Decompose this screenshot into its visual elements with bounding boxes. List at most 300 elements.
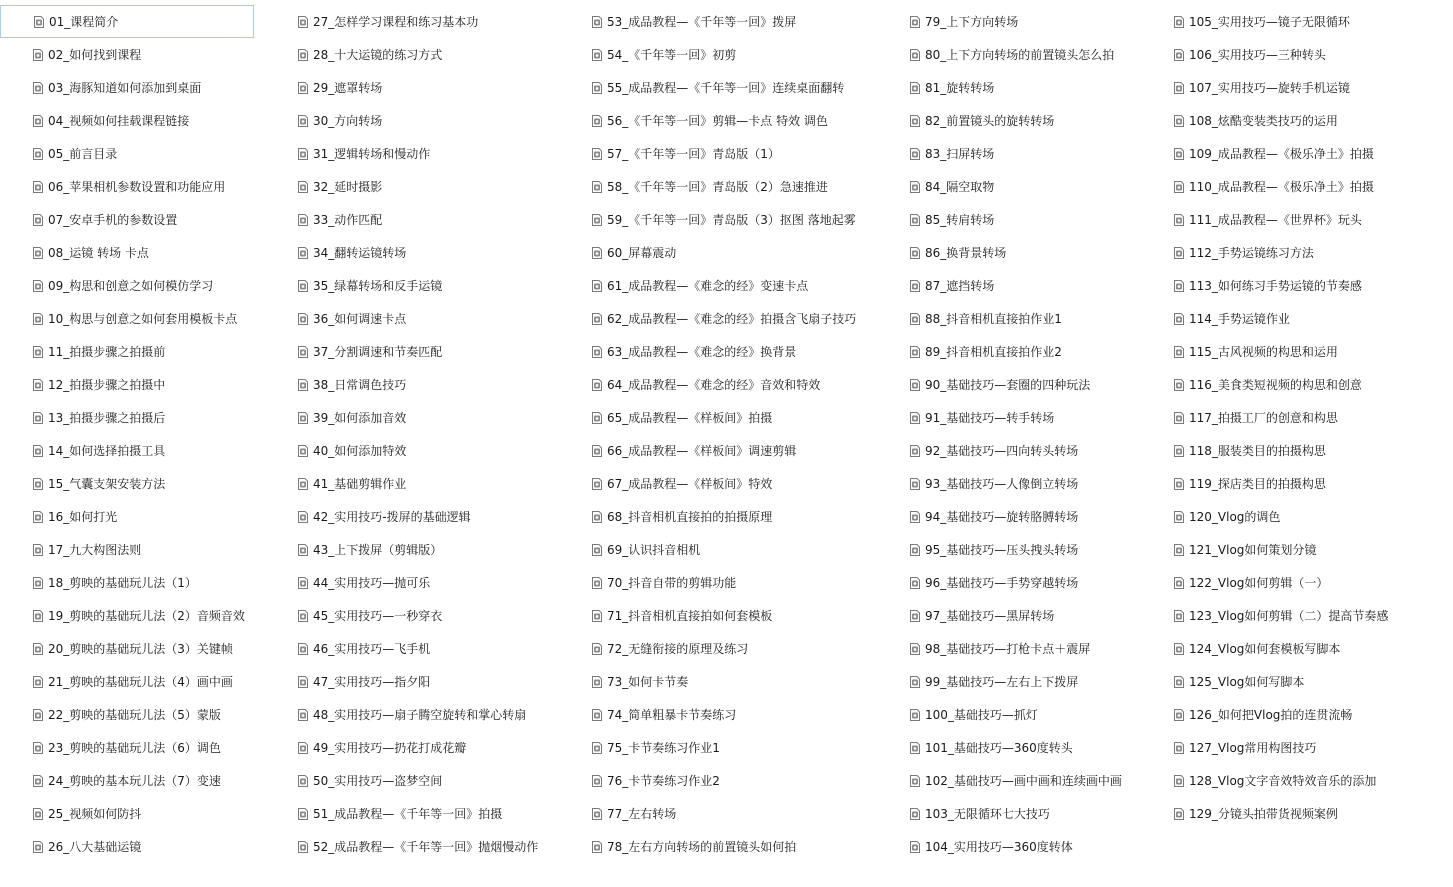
file-item[interactable] [33, 203, 254, 236]
file-name-label: 111_成品教程—《世界杯》玩头 [1189, 212, 1362, 227]
file-name-label: 08_运镜 转场 卡点 [48, 245, 149, 260]
file-name-label: 24_剪映的基本玩儿法（7）变速 [48, 773, 221, 788]
file-item[interactable] [298, 335, 538, 368]
file-item[interactable] [910, 434, 1122, 467]
video-file-icon [33, 313, 43, 325]
file-item[interactable] [33, 797, 254, 830]
video-file-icon [592, 346, 602, 358]
file-item[interactable] [1174, 170, 1388, 203]
file-name-label: 114_手势运镜作业 [1189, 311, 1290, 326]
file-item[interactable] [592, 830, 856, 863]
video-file-icon [1174, 808, 1184, 820]
video-file-icon [33, 346, 43, 358]
video-file-icon [1174, 214, 1184, 226]
file-item[interactable] [298, 665, 538, 698]
video-file-icon [592, 775, 602, 787]
file-name-label: 115_古风视频的构思和运用 [1189, 344, 1338, 359]
file-name-label: 120_Vlog的调色 [1189, 509, 1281, 524]
file-item[interactable] [592, 533, 856, 566]
file-item[interactable] [298, 599, 538, 632]
file-item[interactable] [298, 467, 538, 500]
video-file-icon [33, 412, 43, 424]
file-item[interactable] [910, 203, 1122, 236]
file-item[interactable] [298, 170, 538, 203]
video-file-icon [33, 577, 43, 589]
video-file-icon [33, 610, 43, 622]
file-name-label: 125_Vlog如何写脚本 [1189, 674, 1305, 689]
file-item[interactable] [33, 698, 254, 731]
file-name-label: 25_视频如何防抖 [48, 806, 142, 821]
file-item[interactable] [33, 500, 254, 533]
video-file-icon [298, 412, 308, 424]
file-item[interactable] [1174, 797, 1388, 830]
file-column [298, 5, 538, 863]
file-item[interactable] [33, 335, 254, 368]
file-item[interactable] [910, 368, 1122, 401]
file-item[interactable] [33, 302, 254, 335]
file-name-label: 85_转肩转场 [925, 212, 995, 227]
video-file-icon [910, 544, 920, 556]
file-item[interactable] [33, 71, 254, 104]
file-item[interactable] [592, 797, 856, 830]
file-item[interactable] [298, 566, 538, 599]
file-name-label: 99_基础技巧—左右上下拨屏 [925, 674, 1079, 689]
file-item[interactable] [33, 764, 254, 797]
file-name-label: 45_实用技巧—一秒穿衣 [313, 608, 443, 623]
video-file-icon [298, 346, 308, 358]
file-item[interactable] [1174, 599, 1388, 632]
file-item[interactable] [910, 38, 1122, 71]
file-item[interactable] [1174, 731, 1388, 764]
file-item[interactable] [298, 797, 538, 830]
file-item[interactable] [298, 764, 538, 797]
file-item[interactable] [298, 632, 538, 665]
video-file-icon [592, 544, 602, 556]
file-name-label: 60_屏幕震动 [607, 245, 677, 260]
video-file-icon [298, 511, 308, 523]
file-name-label: 109_成品教程—《极乐净土》拍摄 [1189, 146, 1374, 161]
video-file-icon [1174, 181, 1184, 193]
video-file-icon [33, 148, 43, 160]
file-name-label: 65_成品教程—《样板间》拍摄 [607, 410, 773, 425]
file-item[interactable] [910, 533, 1122, 566]
video-file-icon [33, 247, 43, 259]
file-item[interactable] [298, 368, 538, 401]
file-item[interactable] [298, 533, 538, 566]
video-file-icon [910, 478, 920, 490]
video-file-icon [1174, 610, 1184, 622]
file-item[interactable] [592, 269, 856, 302]
file-name-label: 17_九大构图法则 [48, 542, 142, 557]
file-item[interactable] [910, 599, 1122, 632]
file-item[interactable] [33, 236, 254, 269]
file-name-label: 54_《千年等一回》初剪 [607, 47, 737, 62]
video-file-icon [1174, 775, 1184, 787]
file-name-label: 03_海豚知道如何添加到桌面 [48, 80, 202, 95]
video-file-icon [1174, 544, 1184, 556]
video-file-icon [1174, 412, 1184, 424]
file-item[interactable] [298, 401, 538, 434]
file-item[interactable] [33, 830, 254, 863]
video-file-icon [910, 412, 920, 424]
file-item[interactable] [33, 566, 254, 599]
file-item[interactable] [910, 698, 1122, 731]
file-name-label: 67_成品教程—《样板间》特效 [607, 476, 773, 491]
file-name-label: 94_基础技巧—旋转胳膊转场 [925, 509, 1079, 524]
file-item[interactable] [298, 137, 538, 170]
video-file-icon [1174, 577, 1184, 589]
file-item[interactable] [1174, 533, 1388, 566]
video-file-icon [33, 643, 43, 655]
file-item[interactable] [910, 302, 1122, 335]
video-file-icon [298, 379, 308, 391]
video-file-icon [1174, 280, 1184, 292]
video-file-icon [910, 280, 920, 292]
file-item[interactable] [298, 830, 538, 863]
video-file-icon [592, 115, 602, 127]
file-name-label: 55_成品教程—《千年等一回》连续桌面翻转 [607, 80, 845, 95]
video-file-icon [910, 841, 920, 853]
file-name-label: 79_上下方向转场 [925, 14, 1019, 29]
file-item[interactable] [592, 698, 856, 731]
file-name-label: 93_基础技巧—人像倒立转场 [925, 476, 1079, 491]
file-item[interactable] [910, 500, 1122, 533]
file-name-label: 107_实用技巧—旋转手机运镜 [1189, 80, 1350, 95]
file-name-label: 33_动作匹配 [313, 212, 383, 227]
file-item[interactable] [592, 401, 856, 434]
file-name-label: 116_美食类短视频的构思和创意 [1189, 377, 1362, 392]
video-file-icon [910, 610, 920, 622]
video-file-icon [33, 775, 43, 787]
file-item[interactable] [592, 566, 856, 599]
file-name-label: 28_十大运镜的练习方式 [313, 47, 443, 62]
file-item[interactable] [910, 335, 1122, 368]
video-file-icon [1174, 82, 1184, 94]
video-file-icon [910, 445, 920, 457]
video-file-icon [298, 181, 308, 193]
video-file-icon [592, 742, 602, 754]
file-item[interactable] [1174, 401, 1388, 434]
file-name-label: 53_成品教程—《千年等一回》拨屏 [607, 14, 797, 29]
video-file-icon [592, 808, 602, 820]
file-item[interactable] [298, 5, 538, 38]
video-file-icon [298, 742, 308, 754]
file-name-label: 91_基础技巧—转手转场 [925, 410, 1055, 425]
video-file-icon [298, 610, 308, 622]
file-item[interactable] [910, 665, 1122, 698]
file-item[interactable] [1174, 434, 1388, 467]
file-item[interactable] [592, 302, 856, 335]
file-name-label: 98_基础技巧—打枪卡点＋震屏 [925, 641, 1091, 656]
file-name-label: 96_基础技巧—手势穿越转场 [925, 575, 1079, 590]
file-item[interactable] [592, 5, 856, 38]
file-name-label: 113_如何练习手势运镜的节奏感 [1189, 278, 1362, 293]
video-file-icon [298, 115, 308, 127]
video-file-icon [592, 148, 602, 160]
file-name-label: 11_拍摄步骤之拍摄前 [48, 344, 166, 359]
video-file-icon [298, 808, 308, 820]
file-item[interactable] [910, 104, 1122, 137]
file-item[interactable] [1174, 38, 1388, 71]
video-file-icon [33, 49, 43, 61]
video-file-icon [910, 214, 920, 226]
file-name-label: 69_认识抖音相机 [607, 542, 701, 557]
file-name-label: 102_基础技巧—画中画和连续画中画 [925, 773, 1122, 788]
file-item[interactable] [33, 731, 254, 764]
file-item[interactable] [1174, 71, 1388, 104]
file-name-label: 39_如何添加音效 [313, 410, 407, 425]
file-name-label: 52_成品教程—《千年等一回》抛烟慢动作 [313, 839, 539, 854]
video-file-icon [910, 115, 920, 127]
file-name-label: 71_抖音相机直接拍如何套模板 [607, 608, 773, 623]
file-item[interactable] [910, 137, 1122, 170]
file-item[interactable] [910, 170, 1122, 203]
file-name-label: 108_炫酷变装类技巧的运用 [1189, 113, 1338, 128]
file-item[interactable] [592, 368, 856, 401]
video-file-icon [592, 478, 602, 490]
file-item[interactable] [592, 599, 856, 632]
file-item[interactable] [592, 236, 856, 269]
file-name-label: 31_逻辑转场和慢动作 [313, 146, 431, 161]
file-item[interactable] [910, 71, 1122, 104]
file-item[interactable] [1174, 104, 1388, 137]
video-file-icon [592, 709, 602, 721]
file-column [910, 5, 1122, 863]
video-file-icon [910, 247, 920, 259]
file-item[interactable] [298, 203, 538, 236]
file-item[interactable] [592, 71, 856, 104]
file-name-label: 04_视频如何挂载课程链接 [48, 113, 190, 128]
file-name-label: 36_如何调速卡点 [313, 311, 407, 326]
file-item[interactable] [1174, 467, 1388, 500]
file-name-label: 92_基础技巧—四向转头转场 [925, 443, 1079, 458]
file-item[interactable] [592, 104, 856, 137]
file-name-label: 41_基础剪辑作业 [313, 476, 407, 491]
file-name-label: 10_构思与创意之如何套用模板卡点 [48, 311, 238, 326]
video-file-icon [298, 676, 308, 688]
file-item[interactable] [592, 335, 856, 368]
file-item[interactable] [298, 434, 538, 467]
file-name-label: 06_苹果相机参数设置和功能应用 [48, 179, 226, 194]
file-item[interactable] [592, 38, 856, 71]
video-file-icon [910, 676, 920, 688]
video-file-icon [910, 577, 920, 589]
file-name-label: 35_绿幕转场和反手运镜 [313, 278, 443, 293]
file-item[interactable] [910, 467, 1122, 500]
video-file-icon [33, 808, 43, 820]
file-item[interactable] [910, 764, 1122, 797]
file-name-label: 128_Vlog文字音效特效音乐的添加 [1189, 773, 1377, 788]
file-name-label: 84_隔空取物 [925, 179, 995, 194]
file-item[interactable] [592, 731, 856, 764]
file-item[interactable] [1174, 335, 1388, 368]
video-file-icon [33, 742, 43, 754]
file-item[interactable] [298, 38, 538, 71]
file-item[interactable] [592, 170, 856, 203]
video-file-icon [910, 808, 920, 820]
video-file-icon [298, 775, 308, 787]
file-name-label: 104_实用技巧—360度转体 [925, 839, 1073, 854]
file-item[interactable] [1174, 632, 1388, 665]
video-file-icon [1174, 445, 1184, 457]
file-name-label: 51_成品教程—《千年等一回》拍摄 [313, 806, 503, 821]
file-item[interactable] [592, 203, 856, 236]
video-file-icon [298, 247, 308, 259]
video-file-icon [592, 49, 602, 61]
file-name-label: 12_拍摄步骤之拍摄中 [48, 377, 166, 392]
file-name-label: 46_实用技巧—飞手机 [313, 641, 431, 656]
file-item[interactable] [1174, 764, 1388, 797]
file-item[interactable] [33, 104, 254, 137]
file-item[interactable] [33, 434, 254, 467]
file-item[interactable] [592, 764, 856, 797]
video-file-icon [910, 643, 920, 655]
video-file-icon [592, 181, 602, 193]
file-name-label: 81_旋转转场 [925, 80, 995, 95]
file-item[interactable] [910, 797, 1122, 830]
file-item[interactable] [910, 401, 1122, 434]
file-name-label: 72_无缝衔接的原理及练习 [607, 641, 749, 656]
file-item[interactable] [1174, 269, 1388, 302]
file-name-label: 76_卡节奏练习作业2 [607, 773, 720, 788]
file-item[interactable] [33, 467, 254, 500]
video-file-icon [298, 148, 308, 160]
file-item[interactable] [0, 5, 254, 38]
file-name-label: 19_剪映的基础玩儿法（2）音频音效 [48, 608, 245, 623]
file-item[interactable] [1174, 368, 1388, 401]
file-name-label: 129_分镜头拍带货视频案例 [1189, 806, 1338, 821]
file-item[interactable] [298, 731, 538, 764]
video-file-icon [910, 82, 920, 94]
file-name-label: 50_实用技巧—盗梦空间 [313, 773, 443, 788]
file-name-label: 42_实用技巧-拨屏的基础逻辑 [313, 509, 471, 524]
file-name-label: 14_如何选择拍摄工具 [48, 443, 166, 458]
video-file-icon [910, 16, 920, 28]
file-name-label: 32_延时摄影 [313, 179, 383, 194]
file-item[interactable] [910, 5, 1122, 38]
file-item[interactable] [33, 533, 254, 566]
file-item[interactable] [1174, 500, 1388, 533]
file-item[interactable] [592, 467, 856, 500]
video-file-icon [33, 379, 43, 391]
file-item[interactable] [298, 236, 538, 269]
file-name-label: 29_遮罩转场 [313, 80, 383, 95]
file-name-label: 78_左右方向转场的前置镜头如何拍 [607, 839, 797, 854]
video-file-icon [592, 676, 602, 688]
file-item[interactable] [1174, 698, 1388, 731]
video-file-icon [33, 676, 43, 688]
file-column [1174, 5, 1388, 830]
file-name-label: 38_日常调色技巧 [313, 377, 407, 392]
video-file-icon [910, 313, 920, 325]
file-item[interactable] [1174, 665, 1388, 698]
file-name-label: 87_遮挡转场 [925, 278, 995, 293]
video-file-icon [1174, 313, 1184, 325]
file-item[interactable] [592, 632, 856, 665]
file-item[interactable] [298, 269, 538, 302]
file-name-label: 62_成品教程—《难念的经》拍摄含飞扇子技巧 [607, 311, 857, 326]
file-name-label: 88_抖音相机直接拍作业1 [925, 311, 1062, 326]
video-file-icon [298, 577, 308, 589]
video-file-icon [298, 214, 308, 226]
video-file-icon [33, 115, 43, 127]
video-file-icon [33, 841, 43, 853]
file-name-label: 48_实用技巧—扇子腾空旋转和掌心转扇 [313, 707, 527, 722]
file-name-label: 112_手势运镜练习方法 [1189, 245, 1314, 260]
file-item[interactable] [1174, 302, 1388, 335]
video-file-icon [1174, 709, 1184, 721]
file-item[interactable] [910, 566, 1122, 599]
file-name-label: 119_探店类目的拍摄构思 [1189, 476, 1326, 491]
file-item[interactable] [33, 401, 254, 434]
video-file-icon [33, 445, 43, 457]
video-file-icon [33, 181, 43, 193]
file-item[interactable] [33, 599, 254, 632]
file-item[interactable] [910, 731, 1122, 764]
file-item[interactable] [298, 698, 538, 731]
video-file-icon [1174, 643, 1184, 655]
file-item[interactable] [298, 500, 538, 533]
video-file-icon [592, 412, 602, 424]
video-file-icon [910, 181, 920, 193]
file-name-label: 37_分割调速和节奏匹配 [313, 344, 443, 359]
video-file-icon [298, 445, 308, 457]
file-item[interactable] [1174, 236, 1388, 269]
file-item[interactable] [1174, 137, 1388, 170]
file-item[interactable] [33, 170, 254, 203]
video-file-icon [298, 313, 308, 325]
file-item[interactable] [33, 38, 254, 71]
video-file-icon [298, 478, 308, 490]
video-file-icon [1174, 511, 1184, 523]
file-item[interactable] [592, 137, 856, 170]
video-file-icon [298, 841, 308, 853]
file-item[interactable] [298, 302, 538, 335]
file-name-label: 01_课程简介 [49, 14, 119, 29]
file-name-label: 68_抖音相机直接拍的拍摄原理 [607, 509, 773, 524]
file-item[interactable] [910, 269, 1122, 302]
file-item[interactable] [298, 104, 538, 137]
file-item[interactable] [33, 368, 254, 401]
file-item[interactable] [298, 71, 538, 104]
file-column [592, 5, 856, 863]
video-file-icon [592, 445, 602, 457]
file-item[interactable] [592, 434, 856, 467]
video-file-icon [1174, 676, 1184, 688]
file-item[interactable] [592, 665, 856, 698]
file-item[interactable] [910, 236, 1122, 269]
video-file-icon [592, 841, 602, 853]
file-name-label: 66_成品教程—《样板间》调速剪辑 [607, 443, 797, 458]
file-name-label: 103_无限循环七大技巧 [925, 806, 1050, 821]
file-item[interactable] [1174, 203, 1388, 236]
file-item[interactable] [33, 269, 254, 302]
file-name-label: 18_剪映的基础玩儿法（1） [48, 575, 197, 590]
file-column [33, 5, 254, 863]
file-item[interactable] [910, 632, 1122, 665]
file-item[interactable] [592, 500, 856, 533]
file-name-label: 126_如何把Vlog拍的连贯流畅 [1189, 707, 1353, 722]
file-item[interactable] [33, 137, 254, 170]
file-item[interactable] [33, 665, 254, 698]
video-file-icon [910, 346, 920, 358]
file-item[interactable] [1174, 5, 1388, 38]
file-name-label: 95_基础技巧—压头拽头转场 [925, 542, 1079, 557]
file-name-label: 05_前言目录 [48, 146, 118, 161]
file-item[interactable] [910, 830, 1122, 863]
file-item[interactable] [33, 632, 254, 665]
file-item[interactable] [1174, 566, 1388, 599]
